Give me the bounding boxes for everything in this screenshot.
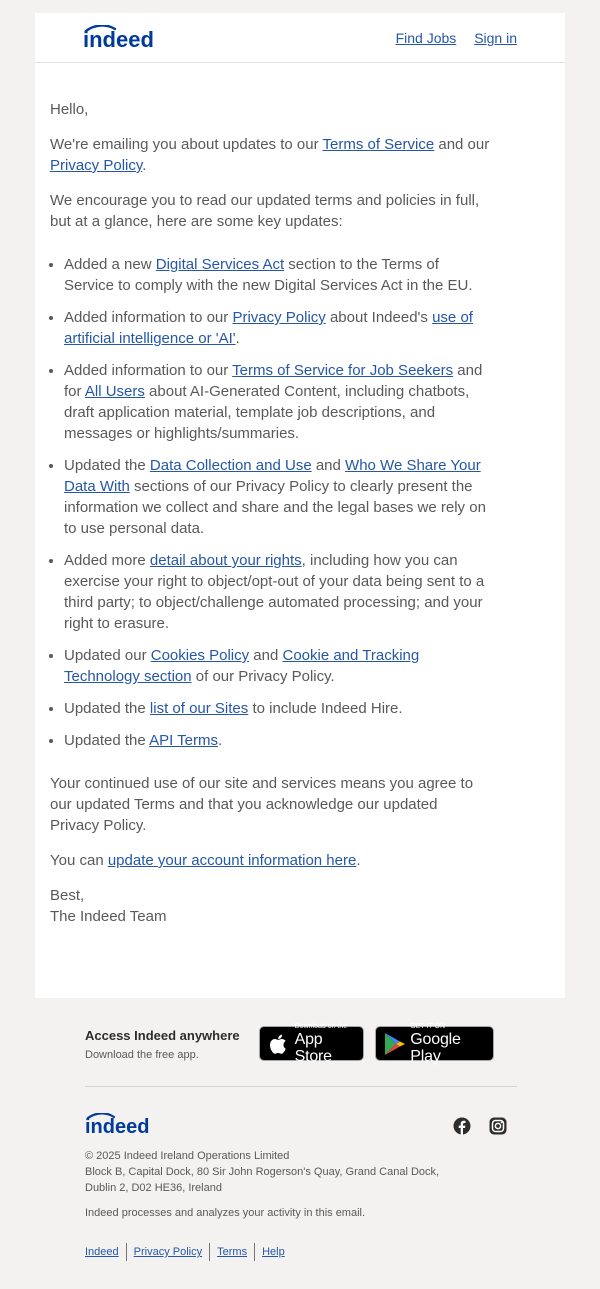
facebook-icon[interactable] [453, 1117, 471, 1135]
account-paragraph: You can update your account information here. [50, 852, 361, 869]
app-download-section [85, 1022, 517, 1068]
header-nav [382, 30, 517, 46]
signoff: Best, The Indeed Team [50, 887, 167, 925]
encourage-paragraph: We encourage you to read our updated terms and policies in full, but at a glance, here are some key updates: [50, 192, 480, 230]
company-address-line2: Dublin 2, D02 HE36, Ireland [85, 1182, 222, 1194]
access-subtitle: Download the free app. [85, 1049, 199, 1061]
company-info [85, 1148, 525, 1196]
company-name: © 2025 Indeed Ireland Operations Limited [85, 1150, 290, 1162]
google-play-button[interactable] [375, 1022, 494, 1065]
greeting: Hello, [50, 101, 89, 118]
apple-icon [266, 1031, 292, 1057]
app-store-big-text: App Store [294, 1030, 332, 1065]
list-item: • Added information to our Terms of Service for Job Seekers and for All Users about AI-Generated Content, including chatbots, draft application material, template job descriptions, and messages or highlights/summaries. [64, 360, 490, 444]
footer-indeed-logo[interactable] [85, 1113, 159, 1142]
google-play-big-text: Google Play [410, 1030, 461, 1065]
data-sharing-link[interactable]: Who We Share Your Data With [64, 457, 481, 495]
footer-indeed-link[interactable]: Indeed [85, 1246, 119, 1258]
updates-list [50, 254, 490, 751]
list-item: • Added information to our Privacy Policy about Indeed's use of artificial intelligence or 'AI'. [64, 307, 490, 349]
cookie-tracking-link[interactable]: Cookie and Tracking Technology section [64, 647, 420, 685]
digital-services-act-link[interactable]: Digital Services Act [155, 256, 285, 273]
list-item: • Updated the Data Collection and Use and Who We Share Your Data With sections of our Privacy Policy to clearly present the information we collect and share and the legal bases we rely on to use personal data. [64, 455, 490, 539]
tracking-note: Indeed processes and analyzes your activity in this email. [85, 1207, 366, 1219]
privacy-policy-link[interactable]: Privacy Policy [50, 157, 143, 174]
google-play-icon [382, 1031, 407, 1057]
footer-divider [85, 1086, 517, 1087]
terms-job-seekers-link[interactable]: Terms of Service for Job Seekers [232, 362, 454, 379]
footer-privacy-link[interactable]: Privacy Policy [126, 1243, 209, 1261]
instagram-icon[interactable] [489, 1117, 507, 1135]
list-item: • Added more detail about your rights, including how you can exercise your right to object/opt-out of your data being sent to a third party; to object/challenge automated processing; and your right to erasure. [64, 550, 490, 634]
find-jobs-link[interactable]: Find Jobs [395, 30, 457, 46]
terms-of-service-link[interactable]: Terms of Service [322, 136, 435, 153]
update-account-link[interactable]: update your account information here [107, 852, 357, 869]
logo-text: indeed [83, 27, 154, 51]
all-users-link[interactable]: All Users [84, 383, 145, 400]
list-item: • Updated the API Terms. [64, 730, 490, 751]
footer-logo-text: indeed [85, 1116, 150, 1137]
cookies-policy-link[interactable]: Cookies Policy [150, 647, 250, 664]
rights-detail-link[interactable]: detail about your rights [149, 552, 302, 569]
google-play-small-text: GET IT ON [410, 1022, 446, 1030]
signature: The Indeed Team [50, 908, 167, 925]
list-item: • Added a new Digital Services Act section to the Terms of Service to comply with the new Digital Services Act in the EU. [64, 254, 490, 296]
access-title: Access Indeed anywhere [85, 1028, 240, 1043]
data-collection-link[interactable]: Data Collection and Use [149, 457, 312, 474]
app-store-small-text: Download on the [294, 1022, 348, 1030]
sign-in-link[interactable]: Sign in [474, 30, 517, 46]
email-body [50, 99, 490, 927]
api-terms-link[interactable]: API Terms [149, 732, 218, 749]
sites-list-link[interactable]: list of our Sites [149, 700, 249, 717]
app-store-button[interactable] [259, 1022, 364, 1065]
ai-use-link[interactable]: use of artificial intelligence or 'AI' [64, 309, 473, 347]
email-header [35, 13, 565, 63]
list-item: • Updated the list of our Sites to include Indeed Hire. [64, 698, 490, 719]
company-address-line1: Block B, Capital Dock, 80 Sir John Rogerson's Quay, Grand Canal Dock, [85, 1166, 440, 1178]
intro-paragraph: We're emailing you about updates to our Terms of Service and our Privacy Policy. [50, 136, 490, 174]
continued-use-paragraph: Your continued use of our site and services means you agree to our updated Terms and that you acknowledge our updated Privacy Policy. [50, 775, 474, 834]
privacy-policy-link[interactable]: Privacy Policy [232, 309, 326, 326]
indeed-logo[interactable] [83, 25, 163, 51]
footer-terms-link[interactable]: Terms [209, 1243, 254, 1261]
footer-links [85, 1243, 292, 1261]
list-item: • Updated our Cookies Policy and Cookie and Tracking Technology section of our Privacy Policy. [64, 645, 490, 687]
footer-help-link[interactable]: Help [254, 1243, 292, 1261]
